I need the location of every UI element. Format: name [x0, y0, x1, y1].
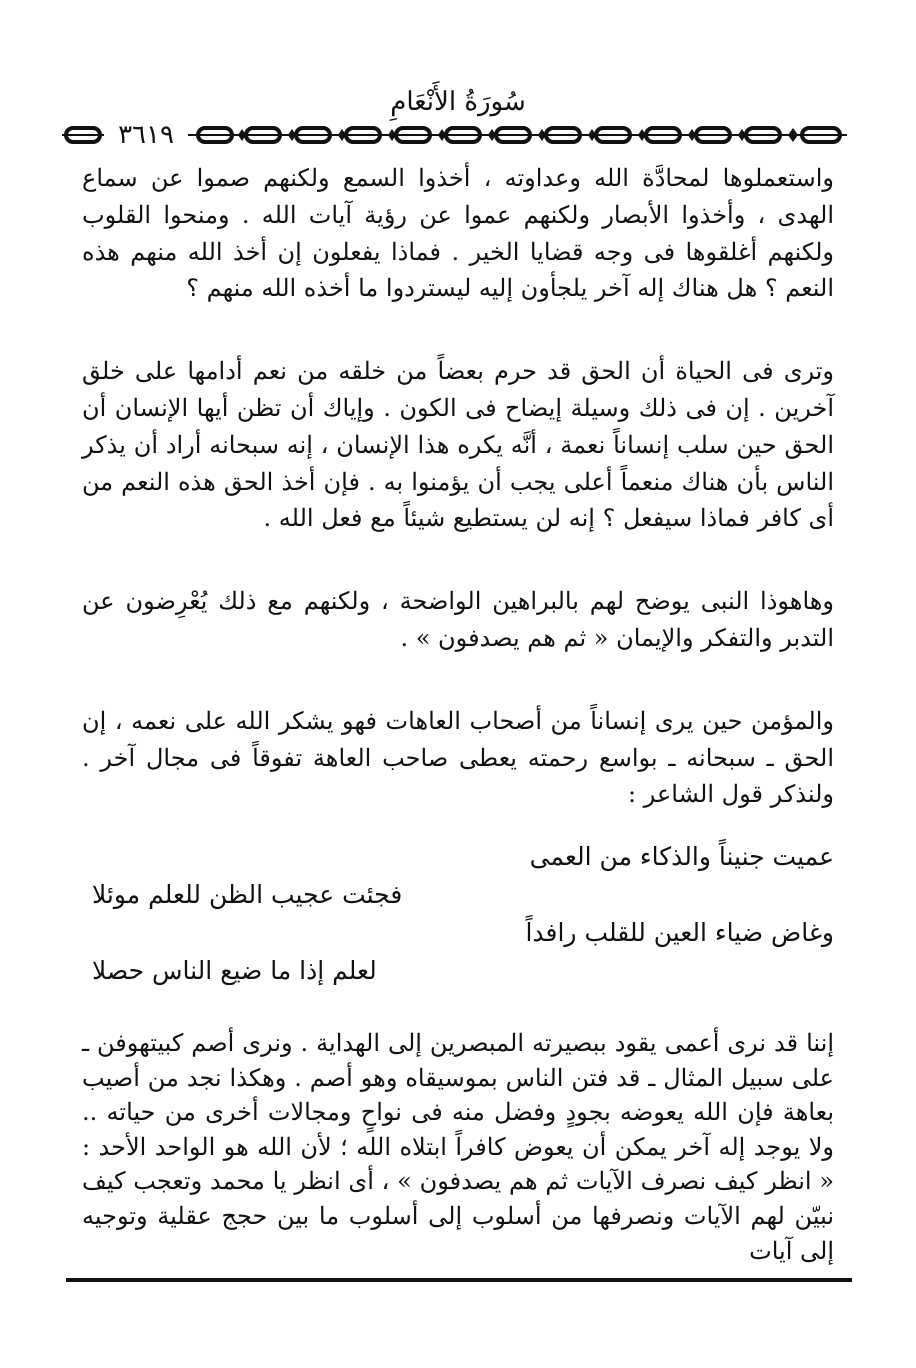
poem-verse: لعلم إذا ما ضيع الناس حصلا — [92, 956, 377, 985]
closing-text — [82, 1026, 834, 1268]
paragraph: وترى فى الحياة أن الحق قد حرم بعضاً من خلقه من نعم أدامها على خلق آخرين . إن فى ذلك وسيلة إيضاح فى الكون . وإياك أن تظن أيها الإنسان أن الحق حين سلب إنساناً نعمة ، أنَّه يكره هذا الإنسان ، إنه سبحانه أراد أن يذكر الناس بأن هناك منعماً أعلى يجب أن يؤمنوا به . فإن أخذ الحق هذه النعم من أى كافر فماذا سيفعل ؟ إنه لن يستطيع شيئاً مع فعل الله . — [82, 357, 835, 533]
poem — [82, 838, 834, 990]
page-number: ٣٦١٩ — [104, 118, 188, 152]
paragraph: وهاهوذا النبى يوضح لهم بالبراهين الواضحة ، ولكنهم مع ذلك يُعْرِضون عن التدبر والتفكر والإيمان « ثم هم يصدفون » . — [82, 587, 834, 652]
body-text — [82, 160, 834, 813]
paragraph: إننا قد نرى أعمى يقود ببصيرته المبصرين إلى الهداية . ونرى أصم كبيتهوفن ـ على سبيل المثال ـ قد فتن الناس بموسيقاه وهو أصم . وهكذا نجد من أصيب بعاهة فإن الله يعوضه بجودٍ وفضل منه فى نواحٍ ومجالات أخرى من حياته .. ولا يوجد إله آخر يمكن أن يعوض كافراً ابتلاه الله ؛ لأن الله هو الواحد الأحد : « انظر كيف نصرف الآيات ثم هم يصدفون » ، أى انظر يا محمد وتعجب كيف نبيّن لهم الآيات ونصرفها من أسلوب إلى أسلوب ما بين حجج عقلية وتوجيه إلى آيات — [82, 1029, 835, 1265]
paragraph: واستعملوها لمحادَّة الله وعداوته ، أخذوا السمع ولكنهم صموا عن سماع الهدى ، وأخذوا الأبصار ولكنهم عموا عن رؤية آيات الله . ومنحوا القلوب ولكنهم أغلقوها فى وجه قضايا الخير . فماذا يفعلون إن أخذ الله منهم هذه النعم ؟ هل هناك إله آخر يلجأون إليه ليستردوا ما أخذه الله منهم ؟ — [82, 164, 834, 303]
surah-title: سُورَةُ الأَنْعَامِ — [390, 87, 526, 117]
footer-rule — [66, 1278, 852, 1282]
poem-verse: فجئت عجيب الظن للعلم موئلا — [92, 880, 403, 909]
paragraph: والمؤمن حين يرى إنساناً من أصحاب العاهات فهو يشكر الله على نعمه ، إن الحق ـ سبحانه ـ بواسع رحمته يعطى صاحب العاهة تفوقاً فى مجال آخر . ولنذكر قول الشاعر : — [82, 706, 835, 809]
poem-verse: وغاض ضياء العين للقلب رافداً — [525, 918, 834, 947]
poem-verse: عميت جنيناً والذكاء من العمى — [529, 842, 834, 871]
